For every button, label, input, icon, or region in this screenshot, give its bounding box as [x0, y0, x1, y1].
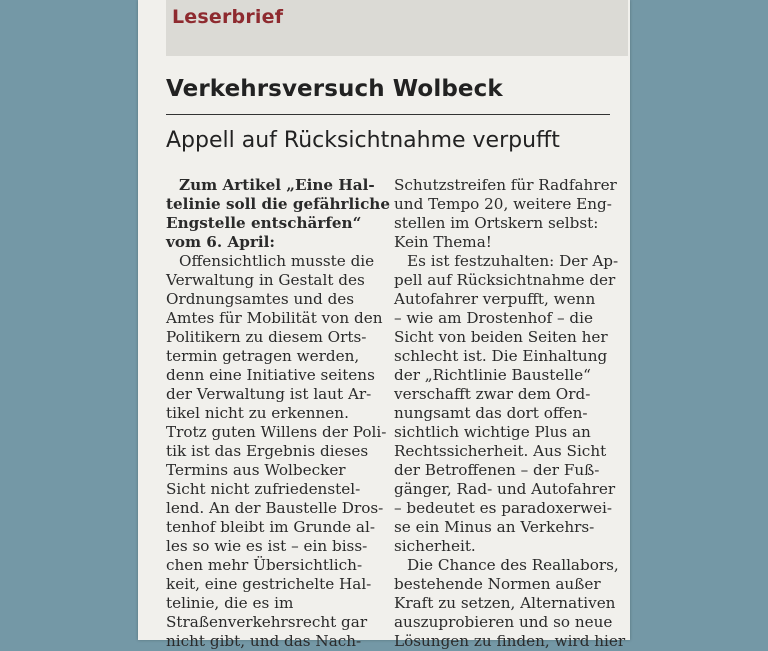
body-line: der Verwaltung ist laut Ar- [166, 385, 372, 403]
text-column-left [166, 176, 390, 651]
body-line: Es ist festzuhalten: Der Ap- [407, 252, 619, 270]
body-line: Schutzstreifen für Radfahrer [394, 176, 617, 194]
body-line: tik ist das Ergebnis dieses [166, 442, 369, 460]
body-line: gänger, Rad- und Autofahrer [394, 480, 616, 498]
body-line: Politikern zu diesem Orts- [166, 328, 367, 346]
body-line: Autofahrer verpufft, wenn [394, 290, 596, 308]
body-line: Kein Thema! [394, 233, 492, 251]
body-line: stellen im Ortskern selbst: [394, 214, 599, 232]
body-line: les so wie es ist – ein biss- [166, 537, 368, 555]
body-line: und Tempo 20, weitere Eng- [394, 195, 612, 213]
body-line: lend. An der Baustelle Dros- [166, 499, 384, 517]
body-line: Amtes für Mobilität von den [166, 309, 383, 327]
headline-divider [166, 114, 610, 115]
body-line: telinie, die es im [166, 594, 294, 612]
body-line: tikel nicht zu erkennen. [166, 404, 349, 422]
body-line: nicht gibt, und das Nach- [166, 632, 362, 650]
body-line: Die Chance des Reallabors, [407, 556, 619, 574]
body-line: sicherheit. [394, 537, 476, 555]
body-line: chen mehr Übersichtlich- [166, 556, 363, 574]
body-line: schlecht ist. Die Einhaltung [394, 347, 608, 365]
article-subheadline: Appell auf Rücksichtnahme verpufft [166, 128, 560, 153]
body-line: keit, eine gestrichelte Hal- [166, 575, 372, 593]
body-line: Sicht nicht zufriedenstel- [166, 480, 361, 498]
body-line: pell auf Rücksichtnahme der [394, 271, 616, 289]
body-line: verschafft zwar dem Ord- [394, 385, 591, 403]
body-line: Lösungen zu finden, wird hier [394, 632, 626, 650]
body-line: se ein Minus an Verkehrs- [394, 518, 595, 536]
body-line: der „Richtlinie Baustelle“ [394, 366, 591, 384]
body-line: Offensichtlich musste die [179, 252, 375, 270]
article-headline: Verkehrsversuch Wolbeck [166, 76, 503, 102]
body-line: tenhof bleibt im Grunde al- [166, 518, 375, 536]
body-line: – bedeutet es paradoxerwei- [394, 499, 613, 517]
body-line: Termins aus Wolbecker [166, 461, 346, 479]
body-line: sichtlich wichtige Plus an [394, 423, 591, 441]
body-line: bestehende Normen außer [394, 575, 601, 593]
body-line: denn eine Initiative seitens [166, 366, 375, 384]
rubric-label: Leserbrief [172, 6, 284, 28]
body-line: auszuprobieren und so neue [394, 613, 613, 631]
body-line: Ordnungsamtes und des [166, 290, 355, 308]
body-line: der Betroffenen – der Fuß- [394, 461, 600, 479]
intro-line: telinie soll die gefährliche [166, 195, 391, 213]
body-line: Rechtssicherheit. Aus Sicht [394, 442, 607, 460]
body-line: nungsamt das dort offen- [394, 404, 588, 422]
body-line: Kraft zu setzen, Alternativen [394, 594, 616, 612]
text-column-right [394, 176, 628, 651]
body-line: termin getragen werden, [166, 347, 360, 365]
body-line: – wie am Drostenhof – die [394, 309, 593, 327]
body-line: Straßenverkehrsrecht gar [166, 613, 368, 631]
body-line: Trotz guten Willens der Poli- [166, 423, 387, 441]
intro-line: Zum Artikel „Eine Hal- [179, 176, 375, 194]
intro-line: Engstelle entschärfen“ [166, 214, 362, 232]
newspaper-clipping [138, 0, 630, 650]
intro-line: vom 6. April: [166, 233, 276, 251]
body-line: Sicht von beiden Seiten her [394, 328, 608, 346]
body-line: Verwaltung in Gestalt des [166, 271, 365, 289]
